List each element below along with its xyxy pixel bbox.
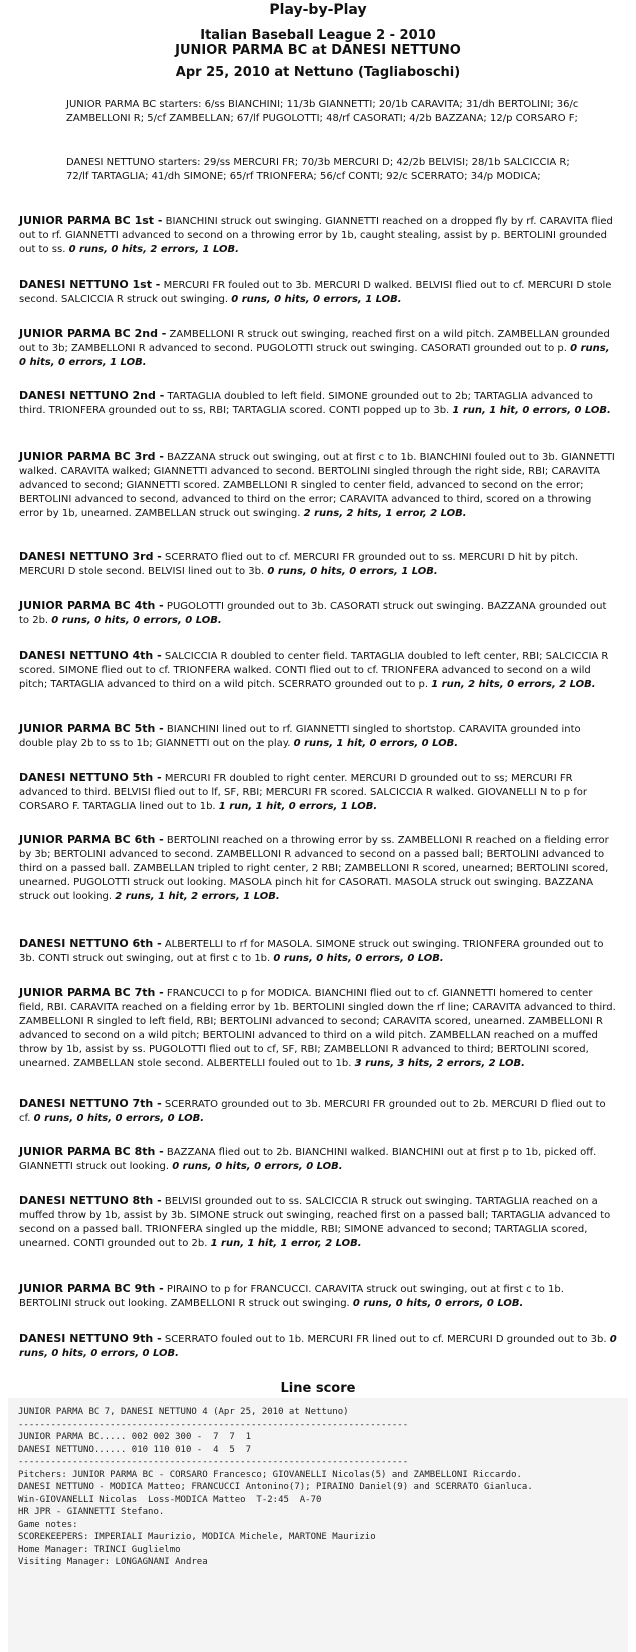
inning-team: DANESI NETTUNO 8th - xyxy=(19,1194,162,1207)
matchup-title: JUNIOR PARMA BC at DANESI NETTUNO xyxy=(175,43,461,58)
inning-text: BERTOLINI reached on a throwing error by ss. ZAMBELLONI R reached on a fielding error by 3b; BERTOLINI advanced to second. ZAMBELLONI R advanced to second on a passed ball; BERTOLINI advanced to third on a passed ball. ZAMBELLAN tripled to right center, 2 RBI; ZAMBELLONI R scored, unearned; BERTOLINI scored, unearned. PUGOLOTTI struck out looking. MASOLA pinch hit for CASORATI. MASOLA struck out swinging. BAZZANA struck out looking. xyxy=(19,835,609,902)
inning-summary: 0 runs, 0 hits, 0 errors, 1 LOB. xyxy=(231,294,402,305)
inning-team: DANESI NETTUNO 3rd - xyxy=(19,550,162,563)
inning-entry xyxy=(19,937,617,966)
inning-text: ALBERTELLI to rf for MASOLA. SIMONE struck out swinging. TRIONFERA grounded out to 3b. CONTI struck out swinging, out at first c to 1b. xyxy=(19,939,604,964)
game-date: Apr 25, 2010 at Nettuno (Tagliaboschi) xyxy=(175,65,461,80)
inning-text: BAZZANA flied out to 2b. BIANCHINI walked. BIANCHINI out at first p to 1b, picked off. GIANNETTI struck out looking. xyxy=(19,1147,597,1172)
inning-entry xyxy=(19,649,617,692)
page-title: Play-by-Play xyxy=(269,2,367,18)
inning-text: PUGOLOTTI grounded out to 3b. CASORATI struck out swinging. BAZZANA grounded out to 2b. xyxy=(19,601,607,626)
home-starters: DANESI NETTUNO starters: 29/ss MERCURI FR; 70/3b MERCURI D; 42/2b BELVISI; 28/1b SALCICCIA R; 72/lf TARTAGLIA; 41/dh SIMONE; 65/rf TRIONFERA; 56/cf CONTI; 92/c SCERRATO; 34/p MODICA; xyxy=(66,157,570,182)
inning-text: ZAMBELLONI R struck out swinging, reached first on a wild pitch. ZAMBELLAN grounded out to 3b; ZAMBELLONI R advanced to second. PUGOLOTTI struck out swinging. CASORATI grounded out to p. xyxy=(19,329,610,354)
line-score-line: Visiting Manager: LONGAGNANI Andrea xyxy=(18,1557,208,1567)
inning-summary: 0 runs, 0 hits, 0 errors, 0 LOB. xyxy=(172,1161,343,1172)
inning-summary: 1 run, 1 hit, 0 errors, 0 LOB. xyxy=(452,405,611,416)
inning-team: JUNIOR PARMA BC 9th - xyxy=(19,1282,164,1295)
inning-summary: 0 runs, 0 hits, 0 errors, 0 LOB. xyxy=(352,1298,524,1309)
line-score-line: Pitchers: JUNIOR PARMA BC - CORSARO Francesco; GIOVANELLI Nicolas(5) and ZAMBELLONI Riccardo. xyxy=(18,1469,522,1480)
inning-summary: 0 runs, 0 hits, 0 errors, 0 LOB. xyxy=(273,953,444,964)
inning-summary: 1 run, 1 hit, 1 error, 2 LOB. xyxy=(210,1238,362,1249)
inning-entry xyxy=(19,722,617,751)
inning-team: JUNIOR PARMA BC 6th - xyxy=(19,833,164,846)
inning-team: DANESI NETTUNO 9th - xyxy=(19,1332,162,1345)
inning-text: MERCURI FR fouled out to 3b. MERCURI D walked. BELVISI flied out to cf. MERCURI D stole second. SALCICCIA R struck out swinging. xyxy=(19,280,612,305)
inning-summary: 1 run, 2 hits, 0 errors, 2 LOB. xyxy=(431,679,596,690)
inning-entry xyxy=(19,599,617,628)
away-starters: JUNIOR PARMA BC starters: 6/ss BIANCHINI; 11/3b GIANNETTI; 20/1b CARAVITA; 31/dh BERTOLINI; 36/c ZAMBELLONI R; 5/cf ZAMBELLAN; 67/lf PUGOLOTTI; 48/rf CASORATI; 4/2b BAZZANA; 12/p CORSARO F; xyxy=(66,99,579,124)
inning-team: JUNIOR PARMA BC 3rd - xyxy=(19,450,164,463)
inning-team: DANESI NETTUNO 4th - xyxy=(19,649,162,662)
inning-team: DANESI NETTUNO 7th - xyxy=(19,1097,162,1110)
line-score-divider: ------------------------------------------------------------------------ xyxy=(18,1457,409,1467)
inning-text: SALCICCIA R doubled to center field. TARTAGLIA doubled to left center, RBI; SALCICCIA R scored. SIMONE flied out to cf. TRIONFERA walked. CONTI flied out to cf. TRIONFERA advanced to second on a wild pitch; TARTAGLIA advanced to third on a wild pitch. SCERRATO grounded out to p. xyxy=(19,651,609,690)
inning-team: DANESI NETTUNO 6th - xyxy=(19,937,162,950)
line-score-box xyxy=(8,1398,628,1652)
inning-entry xyxy=(19,550,617,579)
inning-text: FRANCUCCI to p for MODICA. BIANCHINI flied out to cf. GIANNETTI homered to center field, RBI. CARAVITA reached on a fielding error by 1b. BERTOLINI singled down the rf line; CARAVITA advanced to third. ZAMBELLONI R singled to left field, RBI; BERTOLINI advanced to second; CARAVITA scored, unearned. ZAMBELLONI R advanced to second on a wild pitch; BERTOLINI advanced to third on a wild pitch. ZAMBELLAN reached on a muffed throw by 1b, assist by ss. PUGOLOTTI flied out to cf, SF, RBI; ZAMBELLONI R advanced to third; BERTOLINI scored, unearned. ZAMBELLAN stole second. ALBERTELLI fouled out to 1b. xyxy=(19,988,616,1069)
inning-team: JUNIOR PARMA BC 7th - xyxy=(19,986,164,999)
inning-summary: 3 runs, 3 hits, 2 errors, 2 LOB. xyxy=(354,1058,525,1069)
line-score-line: Win-GIOVANELLI Nicolas Loss-MODICA Matteo T-2:45 A-70 xyxy=(18,1494,322,1505)
inning-summary: 0 runs, 0 hits, 2 errors, 1 LOB. xyxy=(68,244,239,255)
inning-text: BELVISI grounded out to ss. SALCICCIA R struck out swinging. TARTAGLIA reached on a muffed throw by 1b, assist by 3b. SIMONE struck out swinging, reached first on a passed ball; TARTAGLIA advanced to second on a passed ball. TRIONFERA singled up the middle, RBI; SIMONE advanced to second; TARTAGLIA scored, unearned. CONTI grounded out to 2b. xyxy=(19,1196,611,1249)
line-score-divider: ------------------------------------------------------------------------ xyxy=(18,1419,409,1430)
inning-entry xyxy=(19,389,617,418)
inning-entry xyxy=(19,833,617,904)
inning-entry xyxy=(19,1194,617,1251)
inning-text: BIANCHINI lined out to rf. GIANNETTI singled to shortstop. CARAVITA grounded into double play 2b to ss to 1b; GIANNETTI out on the play. xyxy=(19,724,581,749)
inning-entry xyxy=(19,278,617,307)
inning-summary: 0 runs, 0 hits, 0 errors, 0 LOB. xyxy=(51,615,222,626)
inning-entry xyxy=(19,327,617,370)
line-score-line: JUNIOR PARMA BC 7, DANESI NETTUNO 4 (Apr 25, 2010 at Nettuno) xyxy=(18,1407,349,1417)
line-score-text xyxy=(8,1398,628,1569)
inning-text: BAZZANA struck out swinging, out at first c to 1b. BIANCHINI fouled out to 3b. GIANNETTI walked. CARAVITA walked; GIANNETTI advanced to second. BERTOLINI singled through the right side, RBI; CARAVITA advanced to second; GIANNETTI scored. ZAMBELLONI R singled to center field, advanced to second on the error; BERTOLINI advanced to second, advanced to third on the error; CARAVITA advanced to third, scored on a throwing error by 1b, unearned. ZAMBELLAN struck out swinging. xyxy=(19,452,615,519)
inning-text: TARTAGLIA doubled to left field. SIMONE grounded out to 2b; TARTAGLIA advanced to third. TRIONFERA grounded out to ss, RBI; TARTAGLIA scored. CONTI popped up to 3b. xyxy=(19,391,593,416)
inning-summary: 0 runs, 0 hits, 0 errors, 0 LOB. xyxy=(19,1334,617,1359)
inning-text: PIRAINO to p for FRANCUCCI. CARAVITA struck out swinging, out at first c to 1b. BERTOLINI struck out looking. ZAMBELLONI R struck out swinging. xyxy=(19,1284,564,1309)
line-score-line: DANESI NETTUNO - MODICA Matteo; FRANCUCCI Antonino(7); PIRAINO Daniel(9) and SCERRATO Gianluca. xyxy=(18,1482,533,1492)
inning-text: MERCURI FR doubled to right center. MERCURI D grounded out to ss; MERCURI FR advanced to third. BELVISI flied out to lf, SF, RBI; MERCURI FR scored. SALCICCIA R walked. GIOVANELLI N to p for CORSARO F. TARTAGLIA lined out to 1b. xyxy=(19,773,587,812)
inning-team: JUNIOR PARMA BC 4th - xyxy=(19,599,164,612)
line-score-line: Home Manager: TRINCI Guglielmo xyxy=(18,1544,181,1555)
inning-entry xyxy=(19,771,617,814)
inning-summary: 0 runs, 0 hits, 0 errors, 0 LOB. xyxy=(33,1113,205,1124)
inning-summary: 1 run, 1 hit, 0 errors, 1 LOB. xyxy=(218,801,378,812)
line-score-line: SCOREKEEPERS: IMPERIALI Maurizio, MODICA Michele, MARTONE Maurizio xyxy=(18,1532,376,1542)
inning-team: DANESI NETTUNO 2nd - xyxy=(19,389,165,402)
inning-entry xyxy=(19,986,617,1071)
inning-text: SCERRATO flied out to cf. MERCURI FR grounded out to ss. MERCURI D hit by pitch. MERCURI D stole second. BELVISI lined out to 3b. xyxy=(19,552,579,577)
inning-text: SCERRATO grounded out to 3b. MERCURI FR grounded out to 2b. MERCURI D flied out to cf. xyxy=(19,1099,606,1124)
inning-entry xyxy=(19,1332,617,1361)
inning-team: JUNIOR PARMA BC 2nd - xyxy=(19,327,167,340)
league-title: Italian Baseball League 2 - 2010 xyxy=(200,28,436,43)
line-score-heading: Line score xyxy=(280,1381,356,1396)
inning-text: BIANCHINI struck out swinging. GIANNETTI reached on a dropped fly by rf. CARAVITA flied out to rf. GIANNETTI advanced to second on a throwing error by 1b, caught stealing, assist by p. BERTOLINI grounded out to ss. xyxy=(19,216,613,255)
inning-entry xyxy=(19,1282,617,1311)
inning-entry xyxy=(19,1097,617,1126)
inning-entry xyxy=(19,450,617,521)
inning-team: JUNIOR PARMA BC 1st - xyxy=(19,214,163,227)
inning-team: DANESI NETTUNO 5th - xyxy=(19,771,162,784)
inning-text: SCERRATO fouled out to 1b. MERCURI FR lined out to cf. MERCURI D grounded out to 3b. xyxy=(164,1334,607,1345)
line-score-away: JUNIOR PARMA BC..... 002 002 300 - 7 7 1 xyxy=(18,1432,251,1442)
inning-summary: 2 runs, 1 hit, 2 errors, 1 LOB. xyxy=(115,891,280,902)
inning-summary: 0 runs, 0 hits, 0 errors, 1 LOB. xyxy=(267,566,438,577)
line-score-line: HR JPR - GIANNETTI Stefano. xyxy=(18,1507,165,1517)
inning-summary: 0 runs, 1 hit, 0 errors, 0 LOB. xyxy=(293,738,459,749)
inning-summary: 0 runs, 0 hits, 0 errors, 1 LOB. xyxy=(19,343,610,368)
inning-entry xyxy=(19,214,617,257)
inning-team: JUNIOR PARMA BC 5th - xyxy=(19,722,164,735)
inning-entry xyxy=(19,1145,617,1174)
line-score-line: Game notes: xyxy=(18,1519,78,1530)
inning-summary: 2 runs, 2 hits, 1 error, 2 LOB. xyxy=(303,508,467,519)
line-score-home: DANESI NETTUNO...... 010 110 010 - 4 5 7 xyxy=(18,1444,251,1455)
inning-team: DANESI NETTUNO 1st - xyxy=(19,278,161,291)
inning-team: JUNIOR PARMA BC 8th - xyxy=(19,1145,164,1158)
